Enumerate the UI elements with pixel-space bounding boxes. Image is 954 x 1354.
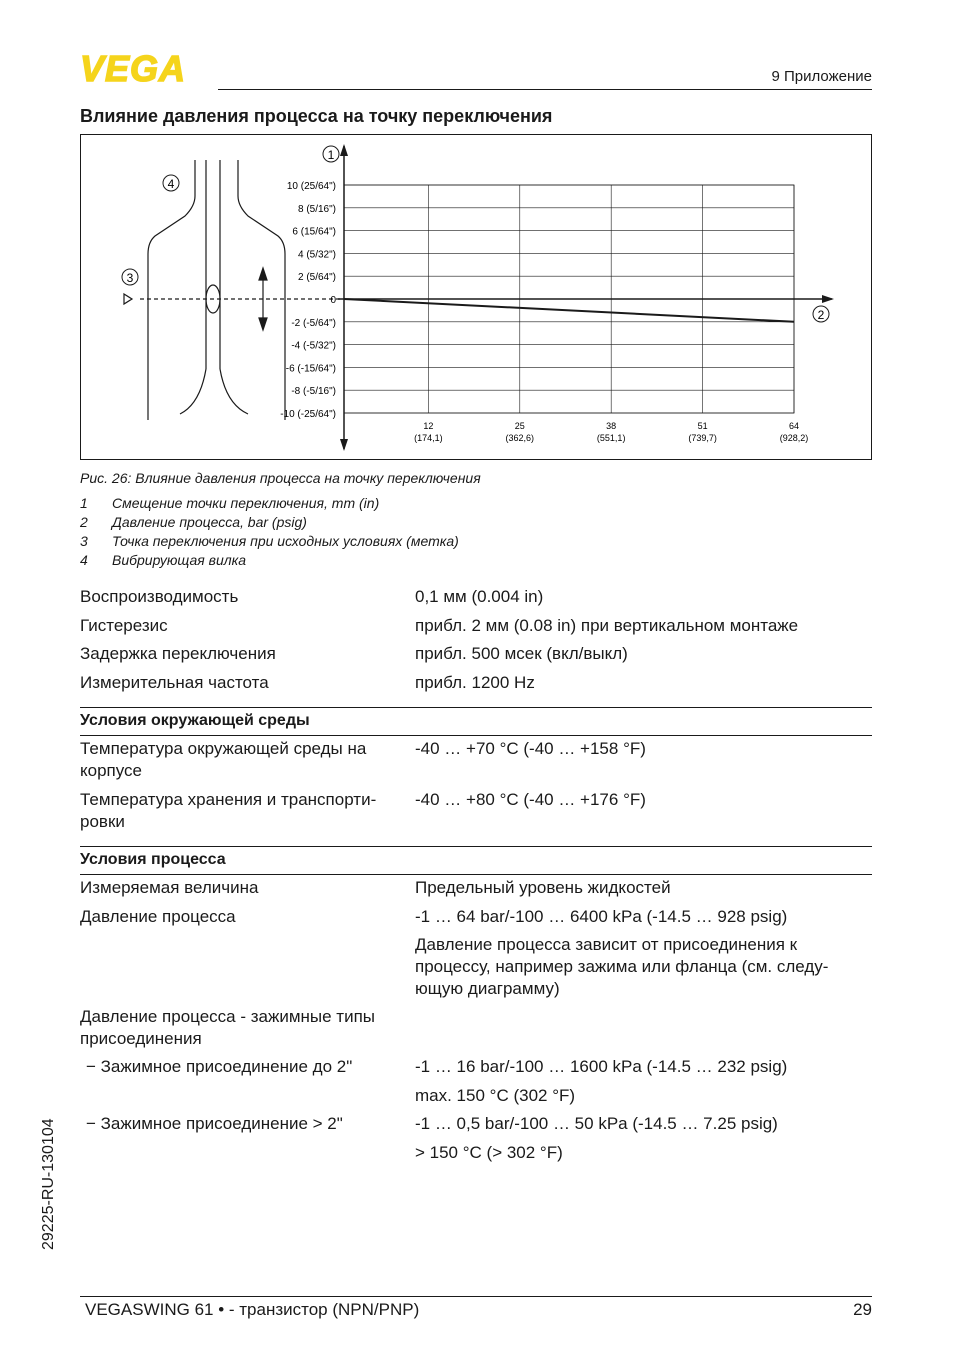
spec-label: Измерительная частота [80,673,269,692]
ambient-section-title: Условия окружающей среды [80,712,310,729]
arrow-up-icon [259,268,267,280]
process-note: Давление процесса зависит от присоединения к процессу, например зажима или фланца (см. следу-ющую диаграмму) [415,935,829,998]
spec-label: Гистерезис [80,616,168,635]
page-heading: Влияние давления процесса на точку переключения [80,106,553,126]
x-tick-sublabel: (739,7) [688,433,717,443]
y-tick-label: 6 (15/64") [292,226,336,238]
y-tick-label: -10 (-25/64") [280,409,336,420]
section-label: 9 Приложение [771,68,872,85]
callout-4 [163,175,179,191]
document-id: 29225-RU-130104 [40,1118,57,1250]
x-tick-sublabel: (174,1) [414,433,443,443]
callout-4-label: 4 [167,177,175,191]
x-tick-label: 12 [423,421,434,431]
spec-label: Воспроизводимость [80,587,239,606]
x-tick-sublabel: (551,1) [596,433,626,443]
process-value: -1 … 0,5 bar/-100 … 50 kPa (-14.5 … 7.25 psig) [415,1114,778,1133]
process-value: -1 … 64 bar/-100 … 6400 kPa (-14.5 … 928 psig) [415,907,788,926]
process-value: max. 150 °C (302 °F) [415,1086,576,1105]
fork-outline-right [238,160,285,420]
fork-outline-left [148,160,195,420]
y-tick-label: -8 (-5/16") [291,386,336,398]
process-value: -1 … 16 bar/-100 … 1600 kPa (-14.5 … 232 psig) [415,1057,788,1076]
chart-ticks [280,181,808,443]
fork-tip-left [180,369,206,414]
legend-item: 4 Вибрирующая вилка [80,552,247,568]
callout-1 [323,146,339,162]
process-label: Измеряемая величина [80,878,259,897]
ambient-value: -40 … +70 °C (-40 … +158 °F) [415,739,646,758]
vega-logo [80,52,212,84]
y-tick-label: 2 (5/64") [297,272,336,284]
process-label: − Зажимное присоединение > 2" [86,1114,343,1133]
y-axis-marker: 1 [327,148,335,162]
section-rule [80,874,872,875]
spec-label: Задержка переключения [80,644,276,663]
process-label: Давление процесса - зажимные типы присоединения [80,1007,376,1048]
x-tick-label: 51 [697,421,708,431]
process-section-title: Условия процесса [80,851,226,868]
spec-value: прибл. 500 мсек (вкл/выкл) [415,644,628,663]
figure-caption: Рис. 26: Влияние давления процесса на точку переключения [80,470,481,486]
footer-rule [80,1296,872,1297]
series-line [344,299,794,322]
figure [80,134,872,460]
chart-series [344,299,794,322]
callout-3 [122,269,138,285]
process-value: > 150 °C (> 302 °F) [415,1143,563,1162]
y-tick-label: 0 [330,295,336,306]
x-axis-marker: 2 [817,308,825,322]
x-tick-sublabel: (362,6) [505,433,535,443]
ambient-value: -40 … +80 °C (-40 … +176 °F) [415,790,646,809]
legend-item: 2 Давление процесса, bar (psig) [80,514,307,530]
y-tick-label: -4 (-5/32") [291,340,336,352]
y-tick-label: 8 (5/16") [297,203,336,215]
y-tick-label: -2 (-5/64") [291,317,336,329]
spec-value: прибл. 2 мм (0.08 in) при вертикальном монтаже [415,616,799,635]
arrow-down-icon [259,318,267,330]
process-value: Предельный уровень жидкостей [415,878,671,897]
y-tick-label: 10 (25/64") [286,181,336,192]
logo-text: VEGA [80,52,187,84]
x-tick-sublabel: (928,2) [779,433,809,443]
ambient-label: Температура окружающей среды на корпусе [80,739,367,780]
switch-point-marker-icon [124,294,132,304]
page-number: 29 [853,1300,872,1319]
y-tick-label: -6 (-15/64") [285,363,336,375]
x-tick-label: 25 [514,421,525,431]
footer-title: VEGASWING 61 • - транзистор (NPN/PNP) [85,1300,420,1319]
y-axis-arrow-up-icon [340,144,348,156]
section-rule [80,735,872,736]
callout-2 [813,306,829,322]
y-tick-label: 4 (5/32") [297,249,336,261]
chart-axes [338,144,834,451]
legend-item: 3 Точка переключения при исходных условиях (метка) [80,533,459,549]
process-label: Давление процесса [80,907,236,926]
vibrating-fork-drawing [124,160,342,420]
x-tick-label: 38 [606,421,617,431]
y-axis-arrow-down-icon [340,439,348,451]
x-axis-arrow-icon [822,295,834,303]
callout-3-label: 3 [126,271,134,285]
header-rule [218,89,872,90]
spec-value: прибл. 1200 Hz [415,673,535,692]
fork-tip-right [220,369,248,414]
legend-item: 1 Смещение точки переключения, mm (in) [80,495,380,511]
section-rule [80,846,872,847]
section-rule [80,707,872,708]
spec-value: 0,1 мм (0.004 in) [415,587,544,606]
x-tick-label: 64 [788,421,800,431]
ambient-label: Температура хранения и транспорти-ровки [80,790,377,831]
process-label: − Зажимное присоединение до 2" [86,1057,353,1076]
